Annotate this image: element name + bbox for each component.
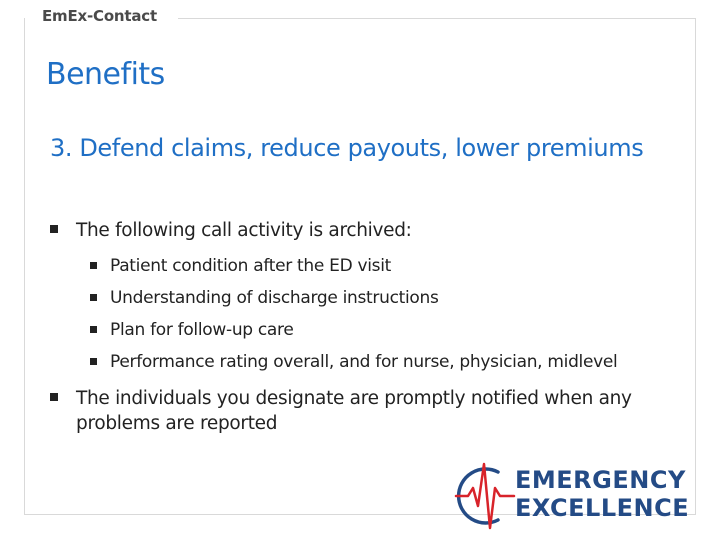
sub-bullet-text: Plan for follow-up care [110,320,294,340]
square-bullet-icon [90,326,97,333]
square-bullet-icon [50,225,58,233]
slide-subheading: 3. Defend claims, reduce payouts, lower premiums [50,134,644,162]
sub-bullet-list [90,250,710,378]
sub-bullet-item [90,282,710,314]
bullet-list [50,218,710,436]
logo-wordmark [515,466,689,522]
logo-line-2: EXCELLENCE [515,494,690,522]
brand-tag: EmEx-Contact [42,7,157,25]
logo-line-1: EMERGENCY [515,466,686,494]
bullet-text: The individuals you designate are promptly notified when any problems are reported [76,388,632,434]
square-bullet-icon [90,262,97,269]
heartbeat-circle-icon [452,458,516,534]
square-bullet-icon [90,358,97,365]
square-bullet-icon [50,393,58,401]
sub-bullet-item [90,314,710,346]
sub-bullet-item [90,250,710,282]
sub-bullet-text: Performance rating overall, and for nurse, physician, midlevel [110,352,618,372]
slide-frame-top-border [178,18,696,19]
bullet-item [50,386,710,436]
emergency-excellence-logo [452,458,690,534]
sub-bullet-item [90,346,710,378]
bullet-text: The following call activity is archived: [76,220,412,241]
slide-title: Benefits [46,57,165,92]
square-bullet-icon [90,294,97,301]
sub-bullet-text: Understanding of discharge instructions [110,288,439,308]
bullet-item [50,218,710,243]
sub-bullet-text: Patient condition after the ED visit [110,256,391,276]
